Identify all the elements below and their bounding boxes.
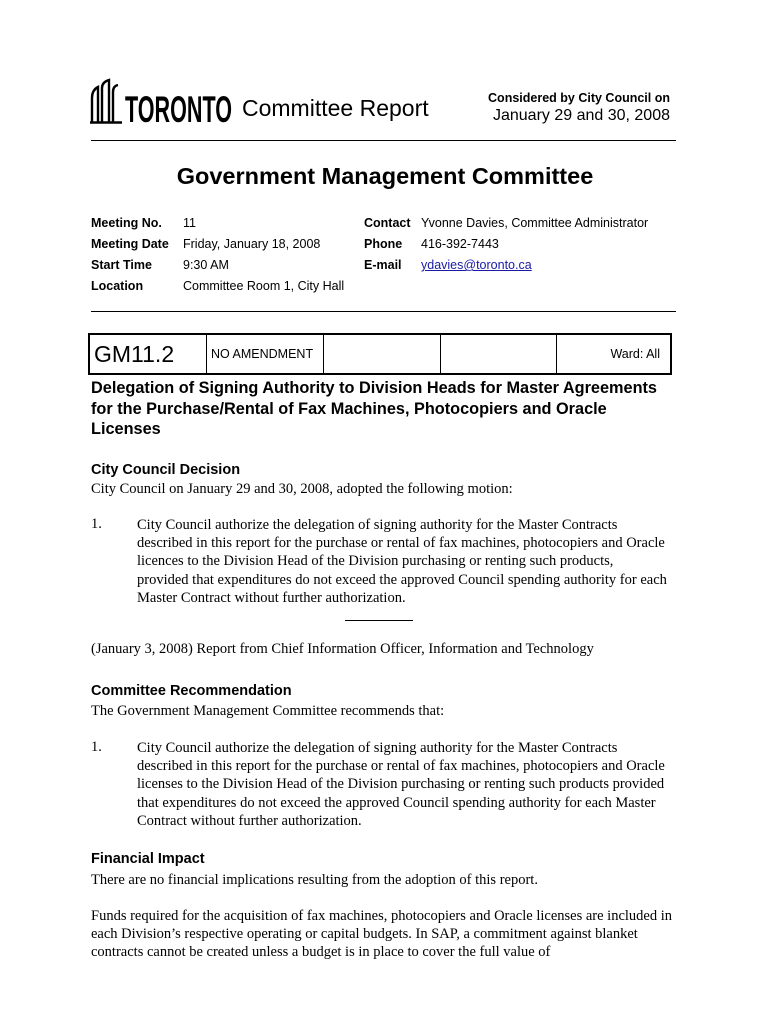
start-time-label: Start Time — [91, 258, 152, 272]
committee-name: Government Management Committee — [176, 163, 594, 189]
recommendation-intro: The Government Management Committee recommends that: — [91, 703, 445, 719]
council-dates: January 29 and 30, 2008 — [492, 107, 670, 124]
logo-wordmark: TORONTO — [125, 89, 232, 124]
meeting-date-value: Friday, January 18, 2008 — [183, 237, 321, 251]
decision-item-number: 1. — [91, 516, 102, 532]
decision-intro: City Council on January 29 and 30, 2008, adopted the following motion: — [91, 481, 513, 497]
toronto-logo — [89, 78, 234, 124]
decision-heading: City Council Decision — [91, 462, 241, 478]
decision-item-text: City Council authorize the delegation of signing authority for the Master Contracts described in this report for the purchase or rental of fax machines, photocopiers and Oracle licences to the Division Head of the Division purchasing or renting such products, provided that expenditures do not exceed the approved Council spending authority for each Master Contract without further authorization. — [137, 517, 667, 606]
contact-label: Contact — [364, 216, 411, 230]
phone-value: 416-392-7443 — [421, 237, 499, 251]
empty-cell — [324, 335, 441, 373]
item-table — [88, 333, 672, 375]
email-link[interactable]: ydavies@toronto.ca — [421, 258, 532, 272]
financial-para-1: There are no financial implications resulting from the adoption of this report. — [91, 872, 538, 888]
report-title: Committee Report — [242, 95, 429, 121]
recommendation-item-text: City Council authorize the delegation of signing authority for the Master Contracts described in this report for the purchase or rental of fax machines, photocopiers and Oracle licenses to the Division Head of the Division purchasing or renting such products provided that expenditures do not exceed the approved Council spending authority for each Master Contract without further authorization. — [137, 740, 665, 829]
considered-label: Considered by City Council on — [488, 91, 670, 105]
recommendation-heading: Committee Recommendation — [91, 683, 292, 699]
location-label: Location — [91, 279, 144, 293]
financial-heading: Financial Impact — [91, 851, 205, 867]
contact-value: Yvonne Davies, Committee Administrator — [421, 216, 649, 230]
meeting-number-label: Meeting No. — [91, 216, 162, 230]
meeting-date-label: Meeting Date — [91, 237, 169, 251]
city-hall-icon — [90, 80, 122, 123]
meeting-divider — [91, 311, 676, 312]
item-title: Delegation of Signing Authority to Division Heads for Master Agreements for the Purchase/Rental of Fax Machines, Photocopiers and Oracle Licenses — [91, 379, 657, 438]
start-time-value: 9:30 AM — [183, 258, 229, 272]
location-value: Committee Room 1, City Hall — [183, 279, 345, 293]
item-number: GM11.2 — [94, 341, 175, 367]
recommendation-item-number: 1. — [91, 739, 102, 755]
meeting-number-value: 11 — [183, 216, 196, 230]
financial-para-2: Funds required for the acquisition of fax machines, photocopiers and Oracle licenses are included in each Division’s respective operating or capital budgets. In SAP, a commitment against blanket contracts cannot be created unless a budget is in place to cover the full value of — [91, 908, 673, 961]
email-label: E-mail — [364, 258, 402, 272]
separator-line — [345, 620, 413, 621]
item-ward: Ward: All — [610, 347, 660, 361]
item-amendment: NO AMENDMENT — [211, 347, 314, 361]
report-source: (January 3, 2008) Report from Chief Information Officer, Information and Technology — [91, 641, 594, 657]
phone-label: Phone — [364, 237, 403, 251]
header-divider — [91, 140, 676, 141]
empty-cell — [441, 335, 557, 373]
